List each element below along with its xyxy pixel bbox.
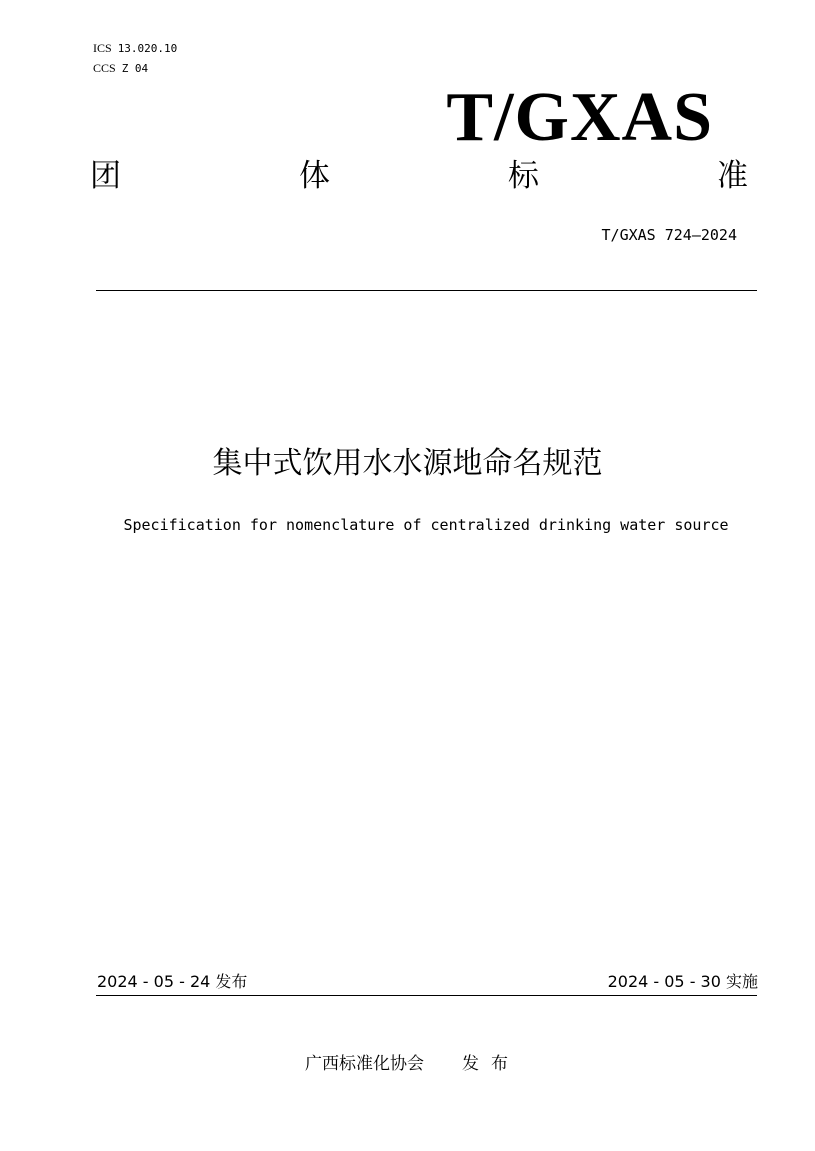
standard-type-heading [90, 156, 748, 196]
ics-classification [93, 41, 177, 56]
publisher-name: 广西标准化协会 [305, 1054, 424, 1074]
bottom-divider [96, 995, 757, 996]
standard-type-char: 团 [90, 158, 121, 194]
publisher-line [305, 1053, 520, 1075]
top-divider [96, 290, 757, 291]
ics-code: 13.020.10 [117, 42, 178, 55]
ics-label: ICS [93, 41, 112, 55]
standard-type-char: 准 [717, 158, 748, 194]
publisher-action: 发布 [462, 1054, 520, 1074]
standard-type-char: 体 [299, 158, 330, 194]
title-english: Specification for nomenclature of centralized drinking water source [123, 516, 729, 534]
standard-type-char: 标 [508, 158, 539, 194]
standard-number: T/GXAS 724—2024 [601, 226, 737, 244]
ccs-code: Z 04 [121, 62, 149, 75]
standard-logo: T/GXAS [446, 79, 713, 156]
title-chinese: 集中式饮用水水源地命名规范 [212, 446, 603, 481]
issue-date: 2024 - 05 - 24 发布 [97, 972, 248, 991]
implementation-date: 2024 - 05 - 30 实施 [607, 972, 758, 991]
ccs-label: CCS [93, 61, 116, 75]
ccs-classification [93, 61, 148, 76]
